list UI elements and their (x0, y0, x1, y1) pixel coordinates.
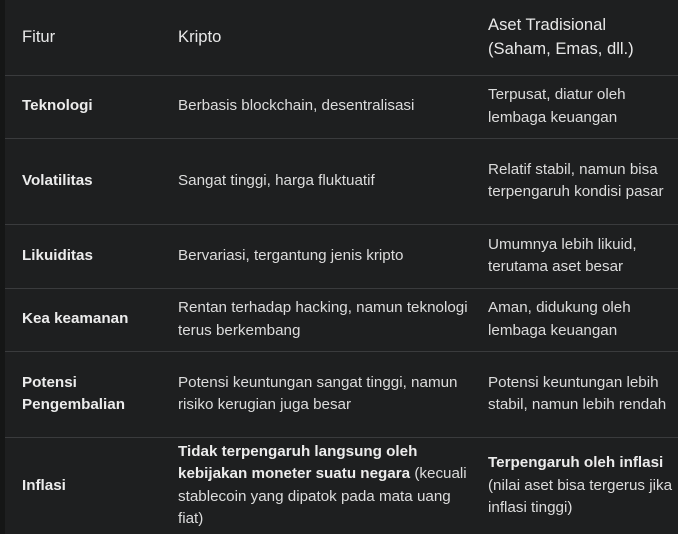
kripto-inflasi-note: (kecuali stablecoin yang dipatok pada mata uang fiat) (178, 465, 467, 528)
kripto-cell: Rentan terhadap hacking, namun teknologi terus berkembang (161, 288, 471, 351)
kripto-cell: Berbasis blockchain, desentralisasi (161, 75, 471, 138)
table-header-row (5, 0, 678, 75)
table-row-keamanan (5, 288, 678, 351)
tradisional-cell: Aman, didukung oleh lembaga keuangan (471, 288, 678, 351)
kripto-cell: Potensi keuntungan sangat tinggi, namun risiko kerugian juga besar (161, 351, 471, 437)
row-label: Inflasi (22, 476, 66, 494)
table-row-likuiditas (5, 224, 678, 288)
table-row-teknologi (5, 75, 678, 138)
row-label: Teknologi (5, 75, 161, 138)
tradisional-inflasi-note: (nilai aset bisa tergerus jika inflasi tinggi) (488, 476, 673, 516)
comparison-table (5, 0, 678, 534)
row-label: Kea keamanan (5, 288, 161, 351)
tradisional-cell: Umumnya lebih likuid, terutama aset besar (471, 224, 678, 288)
tradisional-cell: Relatif stabil, namun bisa terpengaruh kondisi pasar (471, 138, 678, 224)
table-row-potensi-pengembalian (5, 351, 678, 437)
row-label: Volatilitas (5, 138, 161, 224)
kripto-cell: Bervariasi, tergantung jenis kripto (161, 224, 471, 288)
header-kripto: Kripto (161, 0, 471, 75)
tradisional-cell (471, 437, 678, 534)
tradisional-cell: Terpusat, diatur oleh lembaga keuangan (471, 75, 678, 138)
header-aset-tradisional (471, 0, 678, 75)
table-row-inflasi (5, 437, 678, 534)
row-label: Likuiditas (5, 224, 161, 288)
kripto-cell: Sangat tinggi, harga fluktuatif (161, 138, 471, 224)
header-aset-tradisional-line2: (Saham, Emas, dll.) (488, 39, 634, 59)
tradisional-inflasi-bold: Terpengaruh oleh inflasi (488, 454, 664, 471)
row-label: Potensi Pengembalian (5, 351, 161, 437)
header-fitur: Fitur (5, 0, 161, 75)
kripto-inflasi-bold: Tidak terpengaruh langsung oleh kebijakan moneter suatu negara (178, 442, 418, 483)
table-row-volatilitas (5, 138, 678, 224)
tradisional-cell: Potensi keuntungan lebih stabil, namun lebih rendah (471, 351, 678, 437)
kripto-cell (161, 437, 471, 534)
header-aset-tradisional-line1: Aset Tradisional (488, 15, 607, 35)
